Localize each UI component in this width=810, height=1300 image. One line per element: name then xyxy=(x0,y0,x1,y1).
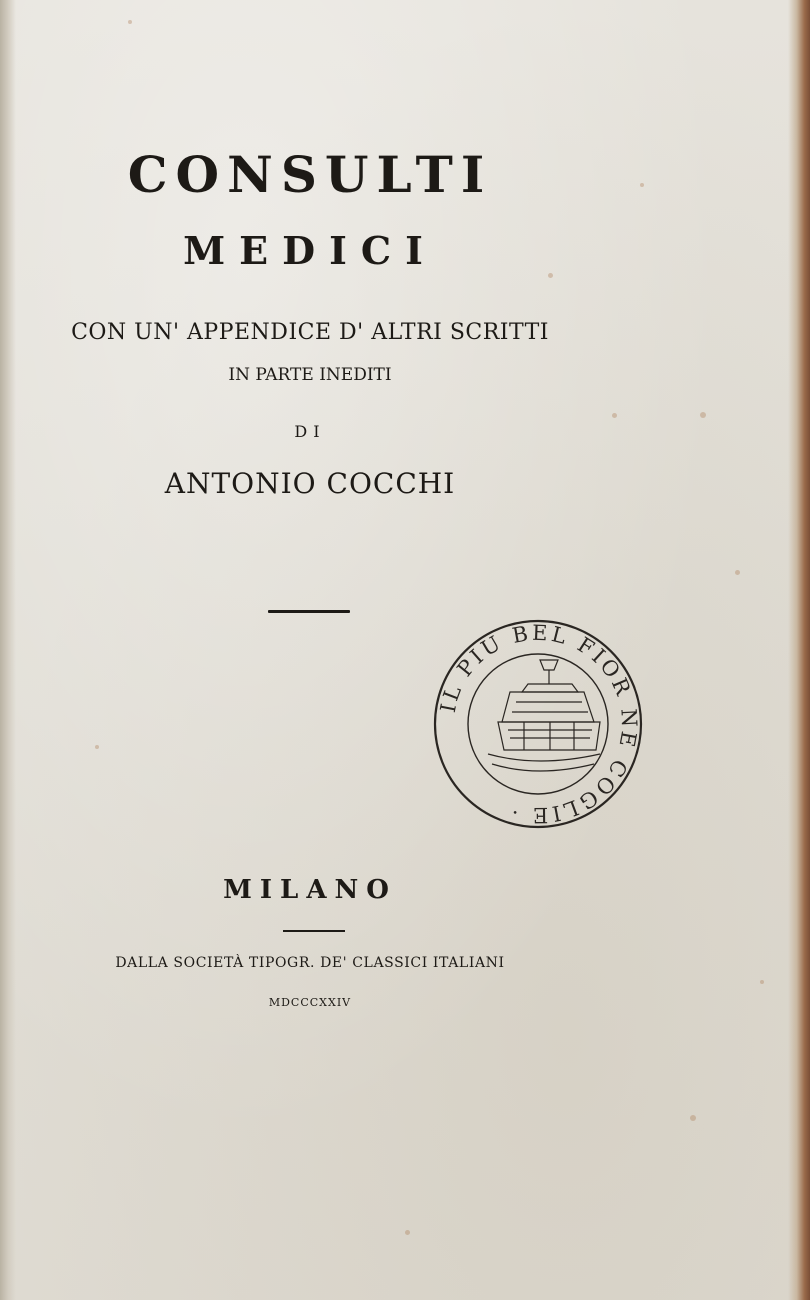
divider-rule-small xyxy=(283,930,345,932)
subtitle-line-2: IN PARTE INEDITI xyxy=(228,365,392,385)
divider-rule xyxy=(268,610,350,613)
foxing-spot xyxy=(612,413,617,418)
title-line-1: CONSULTI xyxy=(127,145,493,204)
foxing-spot xyxy=(700,412,706,418)
library-stamp xyxy=(432,618,644,830)
title-line-2: MEDICI xyxy=(183,228,437,273)
publication-year: MDCCCXXIV xyxy=(268,996,352,1009)
author-name: ANTONIO COCCHI xyxy=(164,467,456,500)
subtitle-line-1: CON UN' APPENDICE D' ALTRI SCRITTI xyxy=(71,320,549,345)
publisher-line: DALLA SOCIETÀ TIPOGR. DE' CLASSICI ITALIANI xyxy=(115,955,505,971)
place-of-publication: MILANO xyxy=(223,875,397,905)
foxing-spot xyxy=(548,273,553,278)
foxing-spot xyxy=(95,745,99,749)
foxing-spot xyxy=(640,183,644,187)
stamp-emblem-icon xyxy=(488,660,600,771)
foxing-spot xyxy=(128,20,132,24)
foxing-spot xyxy=(690,1115,696,1121)
foxing-spot xyxy=(735,570,740,575)
stamp-legend: IL PIU BEL FIOR NE COGLIE · xyxy=(435,620,642,828)
foxing-spot xyxy=(760,980,764,984)
stamp-inner-ring xyxy=(468,654,608,794)
foxing-spot xyxy=(405,1230,410,1235)
author-preposition: DI xyxy=(294,422,326,441)
page-right-edge-foxing xyxy=(788,0,810,1300)
